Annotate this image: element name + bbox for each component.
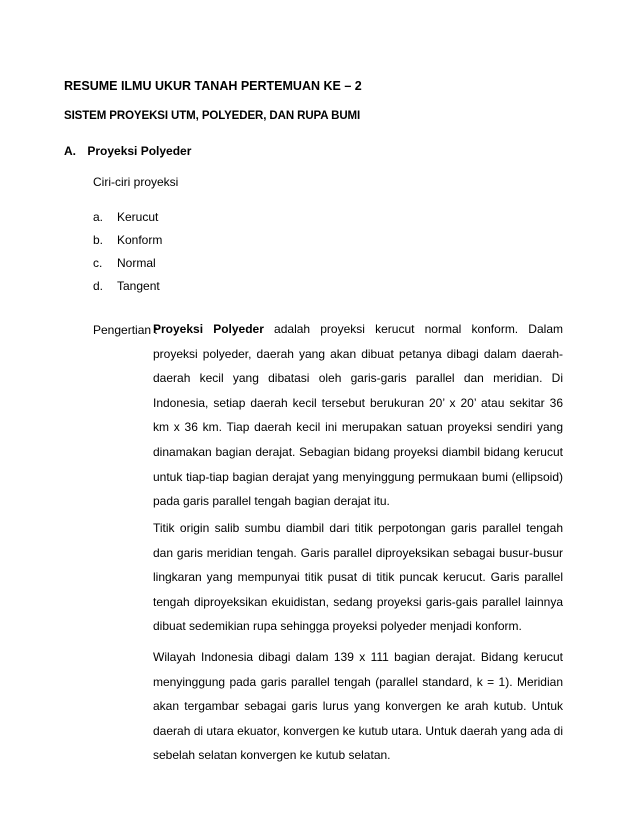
list-item: Kerucut (117, 210, 159, 224)
list-marker: d. (93, 279, 104, 293)
paragraph-text: Titik origin salib sumbu diambil dari titik perpotongan garis parallel tengah dan garis meridian tengah. Garis parallel diproyeksikan sebagai busur-busur lingkaran yang mempunyai titik pusat di titik puncak kerucut. Garis parallel tengah diproyeksikan ekuidistan, sedang proyeksi garis-gais parallel lainnya dibuat sedemikian rupa sehingga proyeksi polyeder menjadi konform. (153, 521, 563, 634)
list-marker: c. (93, 256, 103, 270)
list-item: Normal (117, 256, 156, 270)
paragraph (153, 516, 563, 639)
section-heading (64, 145, 191, 157)
list-item: Tangent (117, 279, 160, 293)
paragraph-bold-lead: Proyeksi Polyeder (153, 322, 264, 336)
list-marker: a. (93, 210, 104, 224)
list-item: Konform (117, 233, 163, 247)
definition-label: Pengertian : (93, 323, 158, 337)
paragraph (153, 645, 563, 768)
list-marker: b. (93, 233, 104, 247)
section-marker: A. (64, 144, 76, 158)
ciri-label: Ciri-ciri proyeksi (93, 175, 179, 189)
paragraph (153, 317, 563, 514)
paragraph-text: adalah proyeksi kerucut normal konform. Dalam proyeksi polyeder, daerah yang akan dibuat petanya dibagi dalam daerah-daerah kecil yang dibatasi oleh garis-garis parallel dan meridian. Di Indonesia, setiap daerah kecil tersebut berukuran 20’ x 20’ atau sekitar 36 km x 36 km. Tiap daerah kecil ini merupakan satuan proyeksi sendiri yang dinamakan bagian derajat. Sebagian bidang proyeksi diambil bidang kerucut untuk tiap-tiap bagian derajat yang menyinggung permukaan bumi (ellipsoid) pada garis parallel tengah bagian derajat itu. (153, 322, 563, 509)
section-title: Proyeksi Polyeder (87, 144, 192, 158)
paragraph-text: Wilayah Indonesia dibagi dalam 139 x 111 bagian derajat. Bidang kerucut menyinggung pada garis parallel tengah (parallel standard, k = 1). Meridian akan tergambar sebagai garis lurus yang konvergen ke arah kutub. Untuk daerah di utara ekuator, konvergen ke kutub utara. Untuk daerah yang ada di sebelah selatan konvergen ke kutub selatan. (153, 650, 563, 763)
document-subtitle: SISTEM PROYEKSI UTM, POLYEDER, DAN RUPA BUMI (64, 110, 361, 122)
document-title: RESUME ILMU UKUR TANAH PERTEMUAN KE – 2 (64, 79, 362, 93)
